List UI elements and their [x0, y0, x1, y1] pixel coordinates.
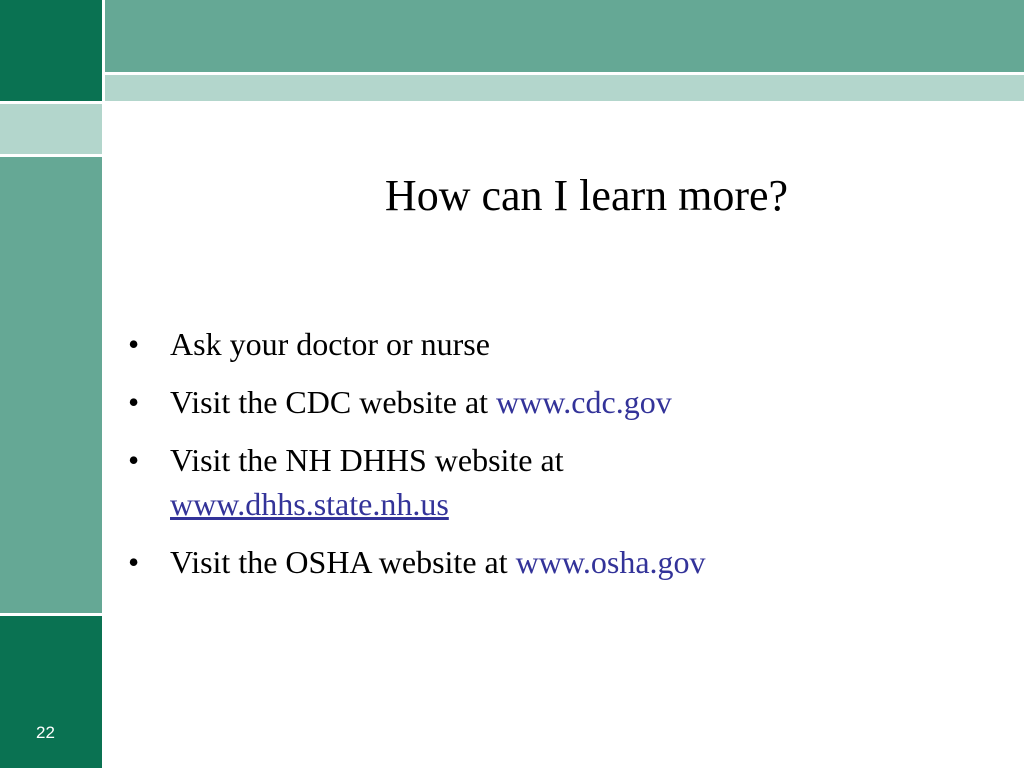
cdc-link[interactable]: www.cdc.gov — [496, 384, 672, 420]
osha-link[interactable]: www.osha.gov — [515, 544, 706, 580]
left-dark-green-block-top — [0, 0, 102, 101]
slide-title — [105, 168, 1024, 224]
bullet-item-cdc — [128, 380, 988, 424]
bullet-list — [128, 322, 988, 598]
top-mid-green-band — [105, 0, 1024, 72]
slide-title-text: How can I learn more? — [384, 171, 789, 220]
bullet-text: Visit the NH DHHS website at — [170, 442, 564, 478]
bullet-glyph: • — [128, 442, 140, 478]
bullet-glyph: • — [128, 384, 140, 420]
top-light-green-band — [105, 75, 1024, 101]
bullet-text: Visit the OSHA website at — [170, 544, 516, 580]
left-mid-green-block — [0, 157, 102, 613]
bullet-item-nh-dhhs — [128, 438, 988, 526]
bullet-item-osha — [128, 540, 988, 584]
nh-dhhs-link[interactable]: www.dhhs.state.nh.us — [170, 486, 449, 522]
bullet-text: Ask your doctor or nurse — [170, 326, 490, 362]
left-dark-green-block-bottom — [0, 616, 102, 768]
bullet-glyph: • — [128, 326, 140, 362]
slide-number: 22 — [36, 723, 55, 742]
bullet-glyph: • — [128, 544, 140, 580]
left-light-green-block — [0, 104, 102, 154]
bullet-item-ask-doctor — [128, 322, 988, 366]
bullet-text: Visit the CDC website at — [170, 384, 497, 420]
